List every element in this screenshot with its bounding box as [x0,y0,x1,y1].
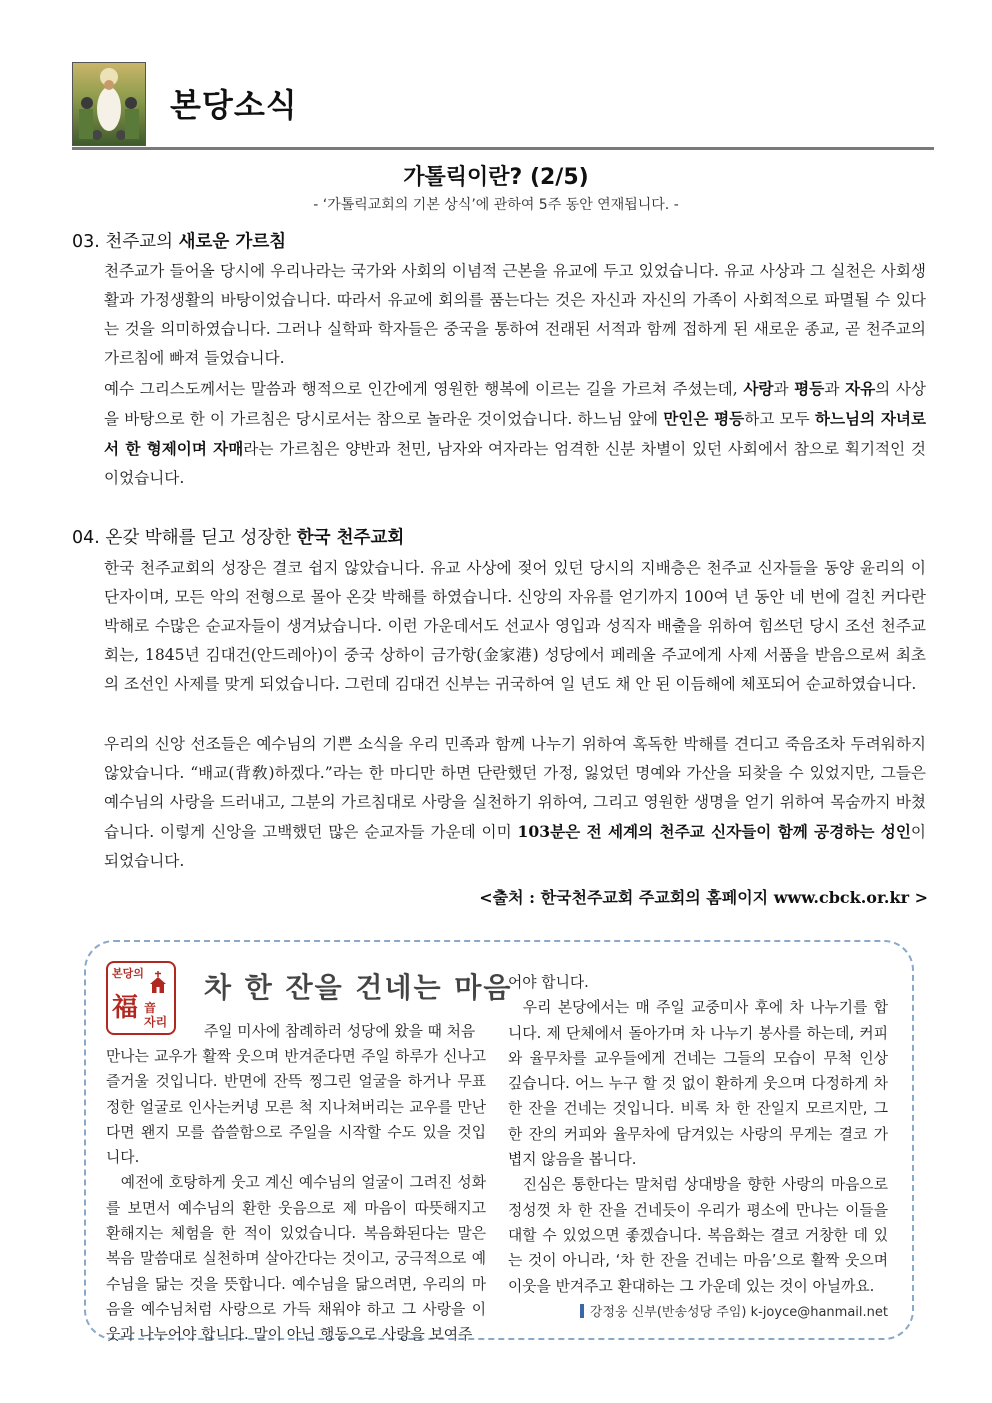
section-4-number: 04. [72,528,100,548]
section-4-paragraph-2: 우리의 신앙 선조들은 예수님의 기쁜 소식을 우리 민족과 함께 나누기 위하여 혹독한 박해를 견디고 죽음조차 두려워하지 않았습니다. “배교(背敎)하겠다.”라는 한 마디만 하면 단란했던 가정, 잃었던 명예와 가산을 되찾을 수 있었지만, 그들은 예수님의 사랑을 드러내고, 그분의 가르침대로 사랑을 실천하기 위하여, 그리고 영원한 생명을 얻기 위하여 목숨까지 바쳤습니다. 이렇게 신앙을 고백했던 많은 순교자들 가운데 이미 103분은 전 세계의 천주교 신자들이 함께 공경하는 성인이 되었습니다. [104,735,926,870]
column-title: 차 한 잔을 건네는 마음 [204,971,513,1004]
section-3-title-bold: 새로운 가르침 [178,232,287,252]
section-4-title: 온갖 박해를 딛고 성장한 [105,528,292,548]
section-4-title-bold: 한국 천주교회 [296,528,405,548]
article-title: 가톨릭이란? (2/5) [403,165,589,190]
column-left-text: 만나는 교우가 활짝 웃으며 반겨준다면 주일 하루가 신나고 즐거울 것입니다. 반면에 잔뜩 찡그린 얼굴을 하거나 무표정한 얼굴로 인사는커녕 모른 척 지나쳐버리는 교우를 만난다면 왠지 모를 씁쓸함으로 주일을 시작할 수도 있을 것입니다. 예전에 호탕하게 웃고 계신 예수님의 얼굴이 그려진 성화를 보면서 예수님의 환한 웃음으로 제 마음이 따뜻해지고 환해지는 체험을 한 적이 있었습니다. 복음화된다는 말은 복음 말씀대로 실천하며 살아간다는 것이고, 궁극적으로 예수님을 닮는 것을 뜻합니다. 예수님을 닮으려면, 우리의 마음을 예수님처럼 사랑으로 가득 채워야 하고 그 사랑을 이웃과 나누어야 합니다. 말이 아닌 행동으로 사랑을 보여주 [106,1048,486,1344]
page-header [72,58,934,150]
article-subtitle: - ‘가톨릭교회의 기본 상식’에 관하여 5주 동안 연재됩니다. - [313,197,679,213]
section-3-number: 03. [72,232,100,252]
section-4-paragraph-1: 한국 천주교회의 성장은 결코 쉽지 않았습니다. 유교 사상에 젖어 있던 당시의 지배층은 천주교 신자들을 동양 윤리의 이단자이며, 모든 악의 전형으로 몰아 온갖 박해를 하였습니다. 신앙의 자유를 얻기까지 100여 년 동안 네 번에 걸친 커다란 박해로 수많은 순교자들이 생겨났습니다. 이런 가운데서도 선교사 영입과 성직자 배출을 위하여 힘쓰던 당시 조선 천주교회는, 1845년 김대건(안드레아)이 중국 상하이 금가항(金家港) 성당에서 페레올 주교에게 사제 서품을 받음으로써 최초의 조선인 사제를 맞게 되었습니다. 그런데 김대건 신부는 귀국하여 일 년도 채 안 된 이듬해에 체포되어 순교하였습니다. [104,559,926,693]
column-left-opening: 주일 미사에 참례하러 성당에 왔을 때 처음 [204,1023,476,1040]
column-logo: 본당의 福 音 자리 [106,961,176,1035]
jesus-icon [72,62,146,146]
column-right-text: 어야 합니다. 우리 본당에서는 매 주일 교중미사 후에 차 나누기를 합니다. 제 단체에서 돌아가며 차 나누기 봉사를 하는데, 커피와 율무차를 교우들에게 건네는 그들의 모습이 무척 인상 깊습니다. 어느 누구 할 것 없이 환하게 웃으며 다정하게 차 한 잔을 건네는 것입니다. 비록 차 한 잔일지 모르지만, 그 한 잔의 커피와 율무차에 담겨있는 사랑의 무게는 결코 가볍지 않음을 봅니다. 진심은 통한다는 말처럼 상대방을 향한 사랑의 마음으로 정성껏 차 한 잔을 건네듯이 우리가 평소에 만나는 이들을 대할 수 있었으면 좋겠습니다. 복음화는 결코 거창한 데 있는 것이 아니라, ‘차 한 잔을 건네는 마음’으로 활짝 웃으며 이웃을 반겨주고 환대하는 그 가운데 있는 것이 아닐까요. [508,974,888,1295]
section-3-paragraph-2: 예수 그리스도께서는 말씀과 행적으로 인간에게 영원한 행복에 이르는 길을 가르쳐 주셨는데, 사랑과 평등과 자유의 사상을 바탕으로 한 이 가르침은 당시로서는 참으로 놀라운 것이었습니다. 하느님 앞에 만인은 평등하고 모두 하느님의 자녀로서 한 형제이며 자매라는 가르침은 양반과 천민, 남자와 여자라는 엄격한 신분 차별이 있던 사회에서 참으로 획기적인 것이었습니다. [104,379,927,487]
section-4-heading [72,524,404,549]
section-3-title: 천주교의 [105,232,174,252]
header-divider [72,147,934,150]
column-byline: 강정웅 신부(반송성당 주임) k-joyce@hanmail.net [580,1301,888,1320]
section-3-heading [72,228,286,253]
church-icon [148,971,168,993]
byline-marker [580,1304,584,1318]
page-title: 본당소식 [170,86,298,124]
section-3-paragraph-1: 천주교가 들어올 당시에 우리나라는 국가와 사회의 이념적 근본을 유교에 두고 있었습니다. 유교 사상과 그 실천은 사회생활과 가정생활의 바탕이었습니다. 따라서 유교에 회의를 품는다는 것은 자신과 자신의 가족이 사회적으로 파멸될 수 있다는 것을 의미하였습니다. 그러나 실학파 학자들은 중국을 통하여 전래된 서적과 함께 접하게 된 새로운 종교, 곧 천주교의 가르침에 빠져 들었습니다. [104,262,926,367]
source-citation: <출처 : 한국천주교회 주교회의 홈페이지 www.cbck.or.kr > [479,888,928,907]
